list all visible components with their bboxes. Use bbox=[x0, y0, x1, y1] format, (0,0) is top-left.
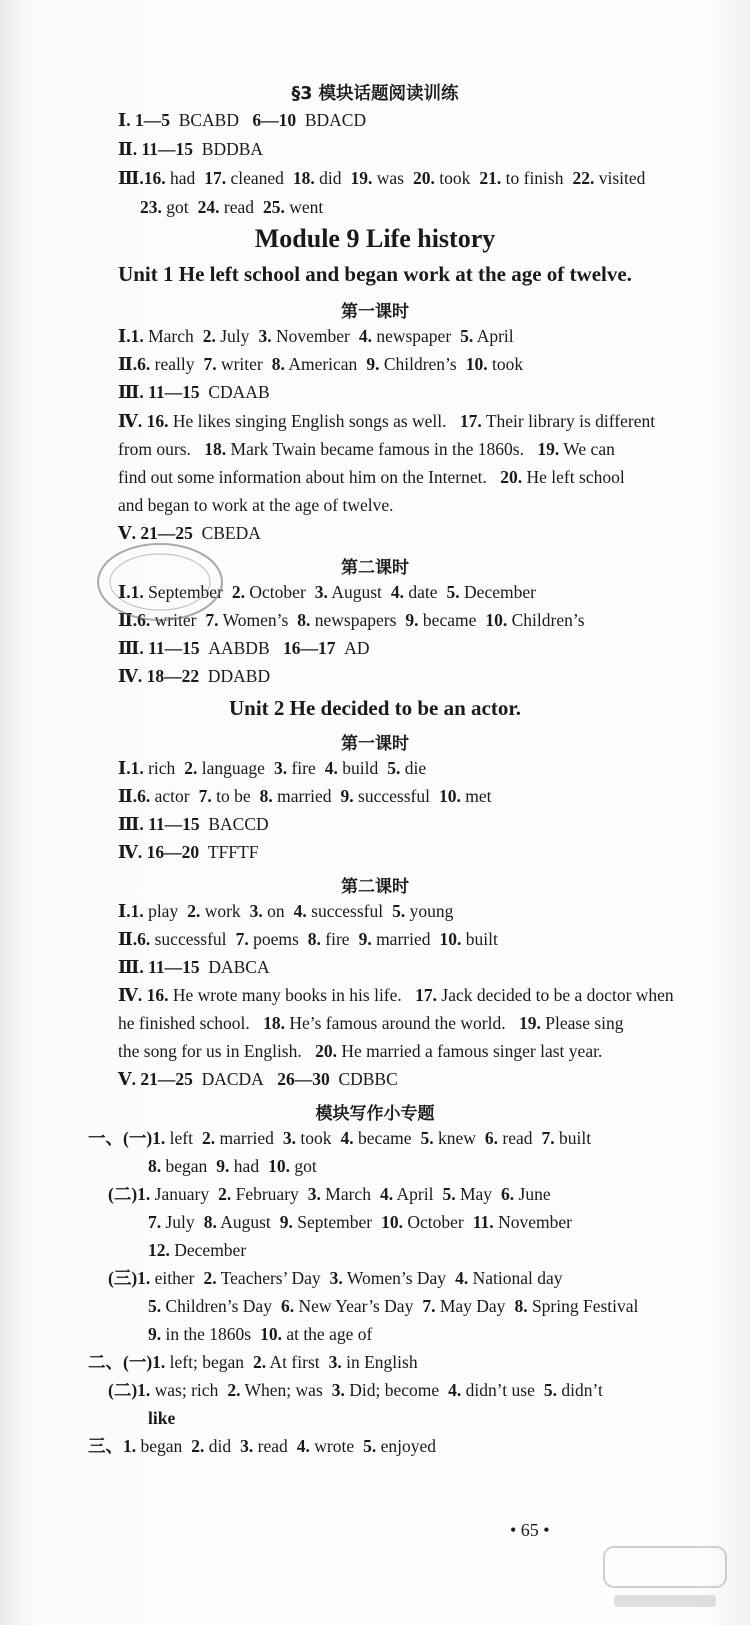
item-answer: became bbox=[422, 610, 477, 630]
item-number: 7. bbox=[203, 354, 217, 374]
answer-line bbox=[148, 1238, 730, 1262]
item-answer: March bbox=[325, 1184, 371, 1204]
item-number: 10. bbox=[438, 786, 461, 806]
item-number: 6. bbox=[484, 1128, 498, 1148]
item-answer: poems bbox=[253, 929, 299, 949]
lesson-title: 第二课时 bbox=[341, 877, 409, 897]
item-number: 1. bbox=[130, 758, 144, 778]
item-number: 2. bbox=[253, 1352, 267, 1372]
item-answer: really bbox=[154, 354, 195, 374]
answer-line bbox=[148, 1406, 730, 1430]
item-answer: die bbox=[404, 758, 427, 778]
item-number: 24. bbox=[197, 197, 220, 217]
item-number: 1. bbox=[123, 1436, 137, 1456]
item-answer: had bbox=[233, 1156, 260, 1176]
item-answer: got bbox=[166, 197, 189, 217]
answer-line bbox=[148, 1154, 730, 1178]
item-number: 3. bbox=[331, 1380, 345, 1400]
item-number: like bbox=[148, 1408, 176, 1428]
section-label: (三) bbox=[108, 1268, 138, 1288]
item-answer: April bbox=[476, 326, 514, 346]
item-answer: October bbox=[407, 1212, 464, 1232]
item-number: 18. bbox=[292, 168, 315, 188]
item-answer: built bbox=[559, 1128, 592, 1148]
item-answer: July bbox=[165, 1212, 195, 1232]
item-number: 6. bbox=[280, 1296, 295, 1316]
item-number: 6. bbox=[137, 610, 151, 630]
item-answer: National day bbox=[472, 1268, 563, 1288]
answer-line bbox=[108, 1182, 730, 1206]
item-answer: was bbox=[376, 168, 404, 188]
item-answer: successful bbox=[358, 786, 430, 806]
item-number: 5. bbox=[420, 1128, 434, 1148]
item-answer: left bbox=[169, 1128, 193, 1148]
item-number: 3. bbox=[314, 582, 328, 602]
roman-numeral: Ⅳ. bbox=[118, 985, 143, 1005]
item-number: 4. bbox=[293, 901, 307, 921]
item-number: 20. bbox=[413, 168, 435, 188]
answer-line: he finished school. 18. He’s famous around the world. 19. Please sing bbox=[118, 1013, 624, 1033]
item-number: 5. bbox=[392, 901, 406, 921]
item-number: 6. bbox=[137, 929, 151, 949]
item-answer: January bbox=[154, 1184, 210, 1204]
answer-line: Ⅲ. 11—15 CDAAB bbox=[118, 382, 270, 402]
item-answer: had bbox=[169, 168, 196, 188]
answer-line bbox=[88, 1126, 730, 1150]
answer-line bbox=[148, 1210, 730, 1234]
lesson-title: 第一课时 bbox=[341, 302, 409, 322]
writing-title: 模块写作小专题 bbox=[315, 1104, 435, 1124]
item-number: 10. bbox=[485, 610, 508, 630]
item-number: 9. bbox=[358, 929, 372, 949]
item-answer: November bbox=[275, 326, 350, 346]
item-answer: writer bbox=[154, 610, 197, 630]
item-answer: married bbox=[277, 786, 332, 806]
answer-line bbox=[88, 1350, 730, 1374]
item-number: 1. bbox=[137, 1184, 151, 1204]
lesson-title: 第二课时 bbox=[341, 558, 409, 578]
item-answer: newspaper bbox=[376, 326, 452, 346]
item-number: 4. bbox=[448, 1380, 462, 1400]
item-answer: newspapers bbox=[314, 610, 397, 630]
item-answer: May bbox=[459, 1184, 493, 1204]
answer-line bbox=[108, 1378, 730, 1402]
item-answer: in English bbox=[346, 1352, 418, 1372]
item-answer: play bbox=[148, 901, 179, 921]
answer-line bbox=[118, 784, 730, 808]
item-answer: young bbox=[409, 901, 454, 921]
item-number: 2. bbox=[202, 326, 216, 346]
item-answer: Teachers’ Day bbox=[220, 1268, 321, 1288]
item-number: 10. bbox=[268, 1156, 290, 1176]
answer-line: the song for us in English. 20. He married a famous singer last year. bbox=[118, 1041, 603, 1061]
item-number: 7. bbox=[235, 929, 249, 949]
item-number: 5. bbox=[363, 1436, 377, 1456]
answer-line: Ⅳ. 16. He likes singing English songs as well. 17. Their library is different bbox=[118, 411, 656, 431]
item-answer: November bbox=[498, 1212, 572, 1232]
item-number: 5. bbox=[446, 582, 460, 602]
answer-line bbox=[140, 195, 730, 219]
item-number: 2. bbox=[218, 1184, 232, 1204]
item-answer: read bbox=[257, 1436, 288, 1456]
answer-line bbox=[118, 899, 730, 923]
item-answer: language bbox=[201, 758, 265, 778]
item-number: 1. bbox=[137, 1380, 151, 1400]
item-answer: began bbox=[165, 1156, 208, 1176]
item-number: 3. bbox=[249, 901, 263, 921]
item-answer: fire bbox=[291, 758, 316, 778]
item-number: 9. bbox=[405, 610, 419, 630]
roman-numeral: Ⅱ. bbox=[118, 786, 138, 806]
item-number: 1. bbox=[130, 901, 144, 921]
section-title: §3 模块话题阅读训练 bbox=[291, 84, 459, 104]
item-number: 21. bbox=[479, 168, 502, 188]
item-number: 8. bbox=[307, 929, 321, 949]
item-number: 7. bbox=[148, 1212, 162, 1232]
item-number: 5. bbox=[148, 1296, 162, 1316]
item-answer: New Year’s Day bbox=[298, 1296, 414, 1316]
item-answer: date bbox=[408, 582, 438, 602]
item-answer: August bbox=[331, 582, 382, 602]
item-answer: rich bbox=[148, 758, 176, 778]
item-number: 9. bbox=[340, 786, 354, 806]
item-number: 7. bbox=[541, 1128, 555, 1148]
item-number: 5. bbox=[543, 1380, 557, 1400]
item-number: 1. bbox=[137, 1268, 151, 1288]
item-answer: May Day bbox=[439, 1296, 506, 1316]
item-answer: did bbox=[319, 168, 342, 188]
roman-numeral: Ⅱ. bbox=[118, 610, 138, 630]
answer-line: Ⅳ. 18—22 DDABD bbox=[118, 666, 271, 686]
item-number: 8. bbox=[259, 786, 273, 806]
item-answer: June bbox=[518, 1184, 551, 1204]
stamp-logo bbox=[90, 535, 230, 630]
answer-line: Ⅲ. 11—15 AABDB 16—17 AD bbox=[118, 638, 370, 658]
section-label: 三、 bbox=[88, 1436, 123, 1456]
roman-numeral: Ⅰ. bbox=[118, 326, 131, 346]
answer-line bbox=[118, 166, 730, 190]
item-answer: Children’s bbox=[383, 354, 457, 374]
lesson-title: 第一课时 bbox=[341, 734, 409, 754]
item-number: 10. bbox=[465, 354, 488, 374]
item-number: 7. bbox=[198, 786, 212, 806]
roman-numeral: Ⅲ. bbox=[118, 957, 144, 977]
unit-title: Unit 2 He decided to be an actor. bbox=[228, 696, 522, 720]
item-number: 9. bbox=[148, 1324, 162, 1344]
item-number: 9. bbox=[366, 354, 380, 374]
answer-line bbox=[108, 1266, 730, 1290]
answer-line: Ⅴ. 21—25 CBEDA bbox=[118, 523, 261, 543]
answer-line bbox=[148, 1294, 730, 1318]
answer-line: Ⅳ. 16. He wrote many books in his life. 17. Jack decided to be a doctor when bbox=[118, 985, 674, 1005]
item-answer: Women’s bbox=[222, 610, 289, 630]
item-answer: August bbox=[220, 1212, 271, 1232]
item-number: 2. bbox=[184, 758, 198, 778]
item-answer: built bbox=[465, 929, 498, 949]
item-answer: work bbox=[204, 901, 241, 921]
item-answer: got bbox=[294, 1156, 317, 1176]
item-answer: began bbox=[140, 1436, 183, 1456]
roman-numeral: Ⅲ. bbox=[118, 382, 144, 402]
item-number: 2. bbox=[191, 1436, 205, 1456]
answer-line: Ⅲ. 11—15 DABCA bbox=[118, 957, 270, 977]
item-answer: read bbox=[223, 197, 254, 217]
section-label: 二、(一) bbox=[88, 1352, 153, 1372]
item-answer: April bbox=[396, 1184, 434, 1204]
item-answer: took bbox=[439, 168, 471, 188]
item-number: 6. bbox=[137, 354, 151, 374]
item-number: 5. bbox=[460, 326, 474, 346]
item-answer: September bbox=[297, 1212, 373, 1232]
item-number: 4. bbox=[379, 1184, 394, 1204]
item-answer: to finish bbox=[505, 168, 564, 188]
item-answer: to be bbox=[216, 786, 251, 806]
item-answer: writer bbox=[220, 354, 263, 374]
roman-numeral: Ⅰ. bbox=[118, 110, 131, 130]
roman-numeral: Ⅱ. bbox=[118, 929, 138, 949]
item-answer: Children’s bbox=[511, 610, 585, 630]
item-number: 11. bbox=[472, 1212, 494, 1232]
item-number: 2. bbox=[227, 1380, 241, 1400]
item-answer: was; rich bbox=[154, 1380, 219, 1400]
item-answer: successful bbox=[311, 901, 384, 921]
item-answer: Spring Festival bbox=[531, 1296, 639, 1316]
item-answer: didn’t bbox=[561, 1380, 603, 1400]
item-answer: didn’t use bbox=[465, 1380, 535, 1400]
section-label: 一、(一) bbox=[88, 1128, 153, 1148]
answer-line: Ⅳ. 16—20 TFFTF bbox=[118, 842, 259, 862]
answer-line: Ⅰ. 1—5 BCABD 6—10 BDACD bbox=[118, 110, 367, 130]
answer-line: Ⅴ. 21—25 DACDA 26—30 CDBBC bbox=[118, 1069, 398, 1089]
item-answer: did bbox=[208, 1436, 232, 1456]
unit-title: Unit 1 He left school and began work at the age of twelve. bbox=[118, 262, 632, 286]
item-answer: American bbox=[288, 354, 358, 374]
item-number: 17. bbox=[204, 168, 227, 188]
answer-line: Ⅱ. 11—15 BDDBA bbox=[118, 139, 264, 159]
item-number: 6. bbox=[137, 786, 151, 806]
item-number: 6. bbox=[501, 1184, 515, 1204]
roman-numeral: Ⅲ. bbox=[118, 168, 144, 188]
item-number: 4. bbox=[340, 1128, 354, 1148]
item-number: 4. bbox=[358, 326, 372, 346]
item-answer: visited bbox=[598, 168, 646, 188]
item-number: 8. bbox=[271, 354, 285, 374]
item-number: 1. bbox=[130, 582, 144, 602]
item-number: 22. bbox=[572, 168, 595, 188]
item-answer: March bbox=[148, 326, 194, 346]
item-number: 3. bbox=[282, 1128, 297, 1148]
answer-line bbox=[88, 1434, 730, 1458]
item-number: 1. bbox=[152, 1352, 166, 1372]
roman-numeral: Ⅱ. bbox=[118, 139, 138, 159]
item-number: 7. bbox=[205, 610, 219, 630]
item-answer: cleaned bbox=[230, 168, 284, 188]
roman-numeral: Ⅳ. bbox=[118, 666, 143, 686]
item-number: 10. bbox=[260, 1324, 282, 1344]
item-answer: enjoyed bbox=[380, 1436, 437, 1456]
item-answer: married bbox=[219, 1128, 274, 1148]
item-number: 3. bbox=[328, 1352, 342, 1372]
roman-numeral: Ⅰ. bbox=[118, 758, 131, 778]
watermark-logo bbox=[600, 1541, 730, 1613]
item-answer: in the 1860s bbox=[165, 1324, 252, 1344]
item-answer: took bbox=[491, 354, 524, 374]
item-number: 2. bbox=[201, 1128, 216, 1148]
item-answer: either bbox=[154, 1268, 195, 1288]
answer-line: find out some information about him on the Internet. 20. He left school bbox=[118, 467, 625, 487]
item-number: 4. bbox=[296, 1436, 310, 1456]
answer-line: and began to work at the age of twelve. bbox=[118, 495, 394, 515]
item-answer: December bbox=[174, 1240, 247, 1260]
item-number: 4. bbox=[324, 758, 338, 778]
item-answer: July bbox=[220, 326, 250, 346]
roman-numeral: Ⅲ. bbox=[118, 638, 144, 658]
item-number: 10. bbox=[439, 929, 462, 949]
item-number: 3. bbox=[307, 1184, 321, 1204]
item-answer: met bbox=[465, 786, 492, 806]
item-answer: October bbox=[249, 582, 306, 602]
roman-numeral: Ⅴ. bbox=[118, 1069, 136, 1089]
item-answer: on bbox=[267, 901, 285, 921]
answer-line bbox=[118, 324, 730, 348]
item-number: 5. bbox=[387, 758, 401, 778]
item-answer: left; began bbox=[169, 1352, 244, 1372]
answer-line: Ⅲ. 11—15 BACCD bbox=[118, 814, 269, 834]
item-answer: wrote bbox=[314, 1436, 355, 1456]
item-number: 23. bbox=[140, 197, 162, 217]
item-answer: went bbox=[289, 197, 324, 217]
item-number: 3. bbox=[240, 1436, 254, 1456]
roman-numeral: Ⅲ. bbox=[118, 814, 144, 834]
roman-numeral: Ⅰ. bbox=[118, 901, 131, 921]
roman-numeral: Ⅳ. bbox=[118, 411, 143, 431]
item-answer: read bbox=[502, 1128, 533, 1148]
answer-line bbox=[118, 927, 730, 951]
item-answer: Children’s Day bbox=[165, 1296, 272, 1316]
item-number: 4. bbox=[390, 582, 405, 602]
item-answer: knew bbox=[437, 1128, 476, 1148]
item-answer: December bbox=[464, 582, 536, 602]
item-answer: successful bbox=[154, 929, 227, 949]
item-number: 3. bbox=[258, 326, 272, 346]
answer-line: from ours. 18. Mark Twain became famous in the 1860s. 19. We can bbox=[118, 439, 615, 459]
answer-line bbox=[118, 352, 730, 376]
item-answer: became bbox=[358, 1128, 412, 1148]
item-answer: September bbox=[148, 582, 223, 602]
item-answer: fire bbox=[325, 929, 350, 949]
item-answer: When; was bbox=[244, 1380, 323, 1400]
answer-line bbox=[148, 1322, 730, 1346]
item-number: 25. bbox=[263, 197, 285, 217]
item-answer: at the age of bbox=[286, 1324, 373, 1344]
item-number: 8. bbox=[148, 1156, 162, 1176]
roman-numeral: Ⅳ. bbox=[118, 842, 143, 862]
item-number: 2. bbox=[231, 582, 246, 602]
item-number: 3. bbox=[329, 1268, 343, 1288]
item-number: 8. bbox=[297, 610, 311, 630]
roman-numeral: Ⅱ. bbox=[118, 354, 138, 374]
answer-line bbox=[118, 756, 730, 780]
item-number: 3. bbox=[273, 758, 288, 778]
item-answer: Women’s Day bbox=[346, 1268, 447, 1288]
item-number: 12. bbox=[148, 1240, 170, 1260]
item-answer: February bbox=[235, 1184, 299, 1204]
section-label: (二) bbox=[108, 1380, 138, 1400]
item-number: 19. bbox=[350, 168, 373, 188]
roman-numeral: Ⅴ. bbox=[118, 523, 136, 543]
item-number: 4. bbox=[455, 1268, 469, 1288]
item-answer: At first bbox=[269, 1352, 320, 1372]
item-answer: married bbox=[376, 929, 431, 949]
item-number: 9. bbox=[216, 1156, 230, 1176]
item-number: 8. bbox=[203, 1212, 217, 1232]
roman-numeral: Ⅰ. bbox=[118, 582, 131, 602]
item-number: 1. bbox=[152, 1128, 166, 1148]
item-number: 16. bbox=[143, 168, 166, 188]
item-number: 1. bbox=[130, 326, 144, 346]
item-answer: took bbox=[300, 1128, 332, 1148]
item-number: 10. bbox=[381, 1212, 404, 1232]
item-number: 5. bbox=[442, 1184, 456, 1204]
item-number: 7. bbox=[422, 1296, 436, 1316]
page-number: • 65 • bbox=[510, 1520, 550, 1540]
item-answer: actor bbox=[154, 786, 190, 806]
item-number: 2. bbox=[203, 1268, 217, 1288]
item-number: 9. bbox=[279, 1212, 293, 1232]
section-label: (二) bbox=[108, 1184, 138, 1204]
item-number: 2. bbox=[187, 901, 201, 921]
item-answer: Did; become bbox=[349, 1380, 440, 1400]
module-title: Module 9 Life history bbox=[254, 224, 496, 253]
item-number: 8. bbox=[514, 1296, 528, 1316]
item-answer: build bbox=[342, 758, 379, 778]
